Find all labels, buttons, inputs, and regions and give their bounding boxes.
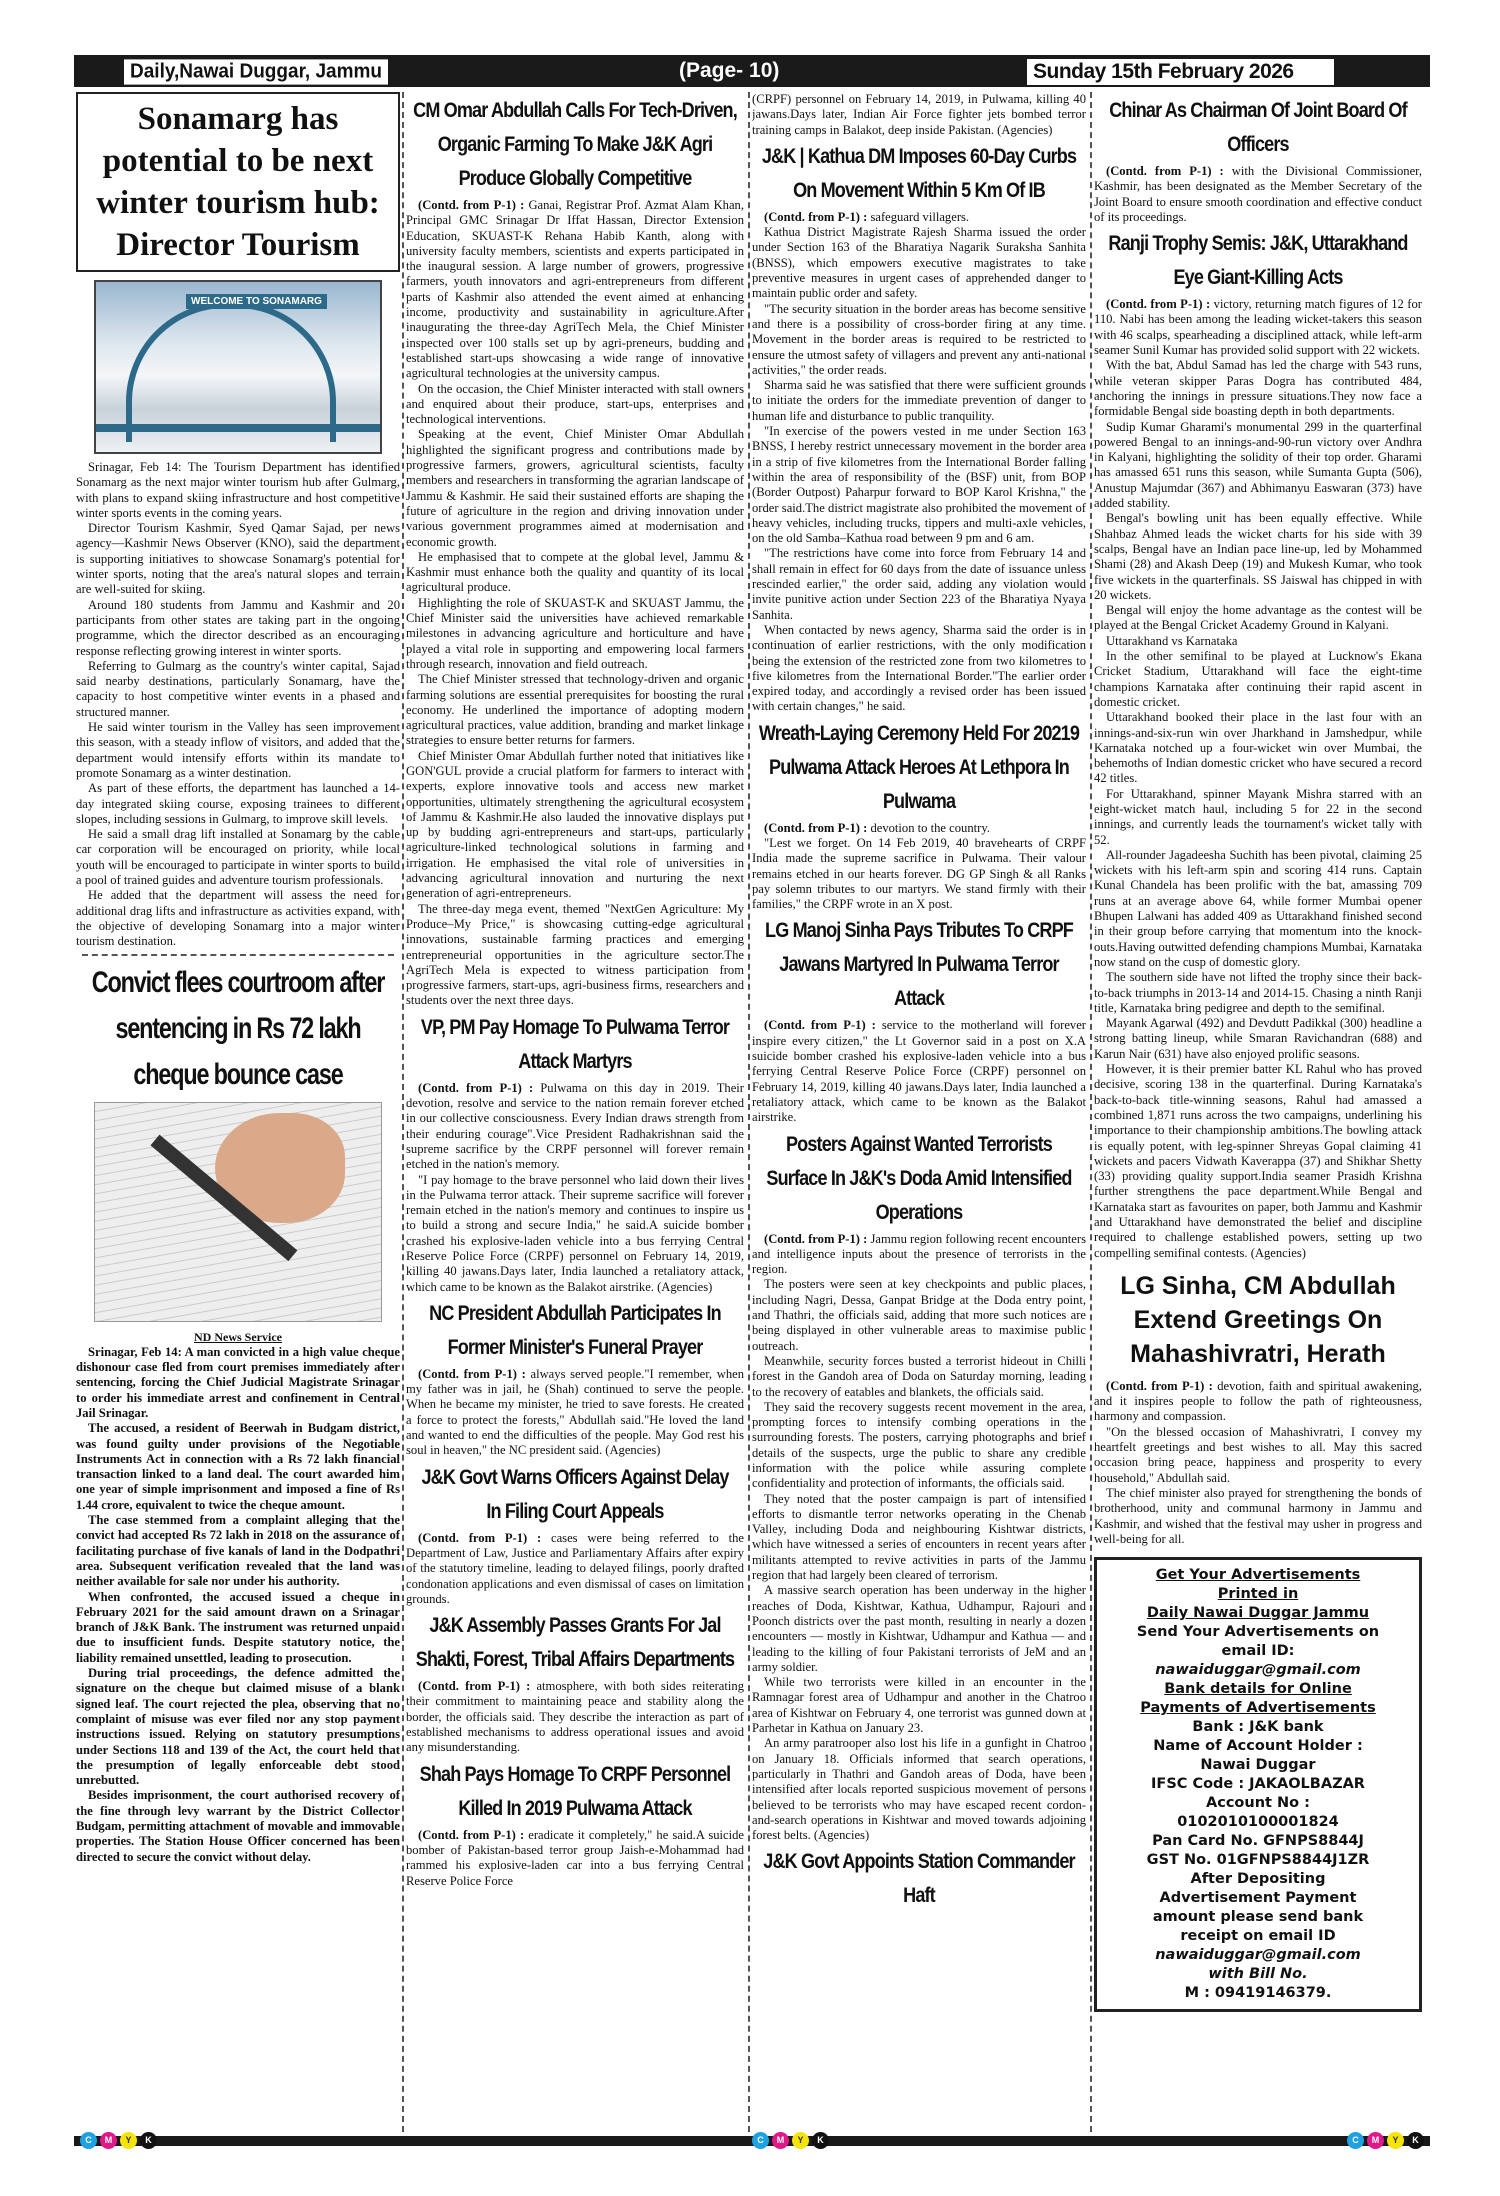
paragraph: He said winter tourism in the Valley has seen improvement this season, with a steady inflow of visitors, and added that the department would intensify efforts within its mandate to promote Sonamarg as a winter destination. <box>76 720 400 780</box>
paragraph: Sudip Kumar Gharami's monumental 299 in the quarterfinal powered Bengal to an innings-and-90-run victory over Andhra in Kalyani, highlighting the solidity of their top order. Gharami has amassed 651 runs this season, while Sumanta Gupta (506), Anustup Majumdar (367) and Abhimanyu Easwaran (373) have added stability. <box>1094 419 1422 511</box>
paragraph: Bengal will enjoy the home advantage as the contest will be played at the Bengal Cricket Academy Ground in Kalyani. <box>1094 603 1422 633</box>
paragraph <box>1094 1379 1422 1425</box>
photo-sign: WELCOME TO SONAMARG <box>186 294 327 309</box>
masthead-bar <box>74 55 1430 87</box>
ad-line: Bank details for Online <box>1164 1681 1352 1698</box>
ad-line: Daily Nawai Duggar Jammu <box>1146 1605 1370 1622</box>
article-body-convict <box>76 1345 400 1865</box>
continued-text: (CRPF) personnel on February 14, 2019, in Pulwama, killing 40 jawans.Days later, Indian Air Force fighter jets bombed terror training camps in Balakot, deep inside Pakistan. (Agencies) <box>752 92 1086 137</box>
contd-label: (Contd. from P-1) : <box>764 1231 871 1246</box>
paragraph: He emphasised that to compete at the global level, Jammu & Kashmir must enhance both the quality and quantity of its local agricultural produce. <box>406 549 744 595</box>
paragraph: Director Tourism Kashmir, Syed Qamar Sajad, per news agency—Kashmir News Observer (KNO), said the department is supporting initiatives to showcase Sonamarg's potential for winter sports, noting that the area's natural slopes and terrain are well-suited for skiing. <box>76 521 400 597</box>
paragraph: As part of these efforts, the department has launched a 14-day integrated skiing course, exposing trainees to different slopes, including sessions in Gulmarg, to improve skill levels. <box>76 781 400 826</box>
cmyk-dot: C <box>752 2132 769 2149</box>
ad-line: M : 09419146379. <box>1184 1985 1332 2002</box>
byline: ND News Service <box>194 1329 282 1344</box>
paragraph: "Lest we forget. On 14 Feb 2019, 40 bravehearts of CRPF India made the supreme sacrifice in Pulwama. Their valour remains etched in our hearts forever. DG GP Singh & all Ranks pay solemn tributes to our martyrs. We stand firmly with their families," the CRPF wrote in an X post. <box>752 835 1086 912</box>
paragraph: Chief Minister Omar Abdullah further noted that initiatives like GON'GUL provide a crucial platform for farmers to interact with experts, explore innovative tools and access new market opportunities, ultimately strengthening the agricultural ecosystem of Jammu & Kashmir.He also lauded the innovative displays put up by budding agri-entrepreneurs and start-ups, particularly agriculture-linked technological solutions in farming and irrigation. He emphasised the vital role of universities in advancing agricultural innovation and nurturing the next generation of agri-entrepreneurs. <box>406 748 744 901</box>
paragraph: The accused, a resident of Beerwah in Budgam district, was found guilty under provisions of the Negotiable Instruments Act in connection with a Rs 72 lakh financial transaction linked to a land deal. The court awarded him one year of simple imprisonment and imposed a fine of Rs 1.44 crore, equivalent to twice the cheque amount. <box>76 1421 400 1512</box>
paragraph: With the bat, Abdul Samad has led the charge with 543 runs, while veteran skipper Paras Dogra has contributed 484, anchoring the innings in pressure situations.They now face a formidable Bengal side boasting depth in both departments. <box>1094 358 1422 419</box>
ad-line: Account No : <box>1206 1795 1310 1812</box>
paragraph-text: devotion, faith and spiritual awakening, and it inspires people to follow the path of righteousness, harmony and compassion. <box>1094 1378 1422 1424</box>
paragraph: Srinagar, Feb 14: A man convicted in a high value cheque dishonour case fled from court premises immediately after sentencing, forcing the Chief Judicial Magistrate Srinagar to order his immediate arrest and confinement in Central Jail Srinagar. <box>76 1344 400 1420</box>
paragraph: The case stemmed from a complaint alleging that the convict had accepted Rs 72 lakh in 2018 on the assurance of facilitating purchase of five kanals of land in the Dodpathri area. Subsequent verification revealed that the land was neither available for sale nor under his authority. <box>76 1513 400 1589</box>
paragraph: When confronted, the accused issued a cheque in February 2021 for the said amount drawn on a Srinagar branch of J&K Bank. The instrument was returned unpaid due to insufficient funds. Despite statutory notice, the liability remained unsettled, leading to prosecution. <box>76 1589 400 1665</box>
paragraph-text: eradicate it completely," he said.A suicide bomber of Pakistan-based terror group Jaish-e-Mohammad had rammed his explosive-laden car into a bus ferrying Central Reserve Police Force <box>406 1827 744 1888</box>
paragraph: Srinagar, Feb 14: The Tourism Department has identified Sonamarg as the next major winter tourism hub after Gulmarg, with plans to expand skiing infrastructure and host competitive winter sports events in the coming years. <box>76 460 400 520</box>
paragraph: He added that the department will assess the need for additional drag lifts and infrastructure as activities expand, with the objective of developing Sonamarg into a major winter tourism destination. <box>76 888 400 949</box>
paragraph: Mayank Agarwal (492) and Devdutt Padikkal (300) headline a strong batting lineup, while Smaran Ravichandran (688) and Karun Nair (631) have also enjoyed prolific seasons. <box>1094 1016 1422 1061</box>
ad-line: Name of Account Holder : <box>1153 1738 1363 1755</box>
column-1 <box>76 92 400 2122</box>
paragraph-text: atmosphere, with both sides reiterating their commitment to maintaining peace and stability along the border, the officials said. They describe the interaction as part of established mechanisms to address operational issues and avoid any misunderstanding. <box>406 1679 744 1755</box>
paragraph <box>752 210 1086 225</box>
ad-line: After Depositing <box>1190 1871 1326 1888</box>
paragraph: Meanwhile, security forces busted a terrorist hideout in Chilli forest in the Gandoh area of Doda on Saturday morning, leading to the recovery of eatables and blankets, the officials said. <box>752 1353 1086 1399</box>
article-headline: VP, PM Pay Homage To Pulwama Terror Attack Martyrs <box>420 1015 730 1073</box>
headline-convict: Convict flees courtroom after sentencing in Rs 72 lakh cheque bounce case <box>91 965 385 1091</box>
contd-label: (Contd. from P-1) : <box>764 209 871 224</box>
paragraph <box>406 1531 744 1607</box>
paragraph: The southern side have not lifted the trophy since their back-to-back triumphs in 2013-14 and 2014-15. Chasing a ninth Ranji title, Karnataka bring pedigree and depth to the semifinal. <box>1094 970 1422 1015</box>
paragraph: "I pay homage to the brave personnel who laid down their lives in the Pulwama terror attack. Their supreme sacrifice will forever remain etched in the nation's memory and continues to inspire us to build a strong and secure India," he said.A suicide bomber crashed his explosive-laden vehicle into a bus ferrying Central Reserve Police Force (CRPF) personnel on February 14, 2019, killing 40 jawans.Days later, India launched a retaliatory attack, which came to be known as the Balakot airstrike. (Agencies) <box>406 1172 744 1294</box>
paragraph: The three-day mega event, themed "NextGen Agriculture: My Produce–My Price," is showcasing cutting-edge agricultural innovations, sustainable farming practices and emerging entrepreneurial opportunities in the agriculture sector.The AgriTech Mela is expected to witness participation from progressive farmers, start-ups, agri-business firms, researchers and students over the next three days. <box>406 901 744 1008</box>
paragraph <box>1094 164 1422 225</box>
paragraph: In the other semifinal to be played at Lucknow's Ekana Cricket Stadium, Uttarakhand will face the eight-time champions Karnataka after continuing their rapid ascent in domestic cricket. <box>1094 649 1422 709</box>
paragraph: "In exercise of the powers vested in me under Section 163 BNSS, I hereby restrict unnecessary movement in the border area in a strip of five kilometres from the International Border falling within the area of responsibility of the (BSF) unit, from BOP (Border Outpost) Paharpur forward to BOP Karol Krishna," the order said.The district magistrate also prohibited the movement of heavy vehicles, including trucks, tippers and multi-axle vehicles, on the old Samba–Kathua road between 9 pm and 6 am. <box>752 424 1086 546</box>
column-2 <box>406 92 744 2122</box>
article-headline: J&K Govt Warns Officers Against Delay In Filing Court Appeals <box>421 1465 729 1523</box>
paragraph: When contacted by news agency, Sharma said the order is in continuation of earlier restrictions, with the only modification being the extension of the restricted zone from two kilometres to five kilometres from the International Border."The earlier order expired today, and accordingly a revised order has been issued with certain changes," he said. <box>752 622 1086 714</box>
paragraph-text: Pulwama on this day in 2019. Their devotion, resolve and service to the nation remain forever etched in our collective consciousness. Every Indian draws strength from their enduring courage".Vice President Radhakrishnan said the supreme sacrifice by the CRPF personnel will forever remain etched in the nation's memory. <box>406 1080 744 1172</box>
paragraph <box>406 1081 744 1173</box>
paragraph: While two terrorists were killed in an encounter in the Ramnagar forest area of Udhampur and another in the Chatroo area of Kishtwar on February 4, one terrorist was gunned down at Parhetar in Kathua on January 23. <box>752 1675 1086 1736</box>
column-3 <box>752 92 1086 2122</box>
contd-label: (Contd. from P-1) : <box>418 1366 531 1381</box>
article-headline: Shah Pays Homage To CRPF Personnel Killed In 2019 Pulwama Attack <box>419 1762 731 1820</box>
cmyk-dot: K <box>812 2132 829 2149</box>
paragraph: Kathua District Magistrate Rajesh Sharma issued the order under Section 163 of the Bharatiya Nagarik Suraksha Sanhita (BNSS), which empowers executive magistrates to take preventive measures in urgent cases of apprehended danger to maintain public order and safety. <box>752 225 1086 301</box>
ad-line: Bank : J&K bank <box>1192 1719 1324 1736</box>
paragraph: During trial proceedings, the defence admitted the signature on the cheque but claimed misuse of a blank signed leaf. The court rejected the plea, observing that no complaint of misuse was ever filed nor any stop payment instructions issued. Relying on statutory presumptions under Sections 118 and 139 of the Act, the court held that the presumption of legally enforceable debt stood unrebutted. <box>76 1666 400 1788</box>
paragraph-text: Ganai, Registrar Prof. Azmat Alam Khan, Principal GMC Srinagar Dr Iffat Hassan, Director Extension Education, SKUAST-K Rehana Habib Kanth, along with university faculty members, scientists and experts participated in the inaugural session. A large number of growers, progressive farmers, youth innovators and agri-entrepreneurs from different parts of Kashmir also attended the event aimed at enhancing income, productivity and sustainability in agriculture.After inaugurating the three-day AgriTech Mela, the Chief Minister inspected over 100 stalls set up by agri-preneurs, budding and established start-ups showcasing a wide range of innovative agricultural technologies at the university campus. <box>406 198 744 381</box>
article-headline: CM Omar Abdullah Calls For Tech-Driven, Organic Farming To Make J&K Agri Produce Globally Competitive <box>413 99 737 190</box>
ad-line: email ID: <box>1221 1643 1295 1660</box>
sonamarg-bridge-photo <box>94 280 382 454</box>
ad-line: Advertisement Payment <box>1159 1890 1357 1907</box>
paragraph <box>406 1828 744 1889</box>
article-headline: LG Manoj Sinha Pays Tributes To CRPF Jawans Martyred In Pulwama Terror Attack <box>765 919 1073 1011</box>
paragraph-text: with the Divisional Commissioner, Kashmir, has been designated as the Member Secretary of the Joint Board to ensure smooth coordination and effective conduct of its proceedings. <box>1094 164 1422 224</box>
paragraph: Around 180 students from Jammu and Kashmir and 20 participants from other states are taking part in the ongoing programme, which the director described as an encouraging response reflecting growing interest in winter sports. <box>76 597 400 658</box>
paragraph <box>752 821 1086 836</box>
page-number: (Page- 10) <box>679 59 780 82</box>
paragraph-text: victory, returning match figures of 12 for 110. Nabi has been among the leading wicket-takers this season with 46 scalps, spearheading a disciplined attack, while left-arm seamer Sunil Kumar has provided solid support with 22 wickets. <box>1094 297 1422 358</box>
ad-line: GST No. 01GFNPS8844J1ZR <box>1146 1852 1370 1869</box>
cmyk-dot: Y <box>120 2132 137 2149</box>
ad-line: Payments of Advertisements <box>1140 1700 1376 1717</box>
cmyk-dot: C <box>1347 2132 1364 2149</box>
paragraph: All-rounder Jagadeesha Suchith has been pivotal, claiming 25 wickets with his left-arm spin and scoring 414 runs. Captain Kunal Chandela has been prolific with the bat, amassing 709 runs at an average above 64, while former Mumbai opener Bhupen Lalwani has added 409 as Uttarakhand finished second in their group before carrying that momentum into the knock-outs.Having outwitted defending champions Mumbai, Karnataka now stand on the cusp of domestic glory. <box>1094 847 1422 969</box>
paragraph: Uttarakhand booked their place in the last four with an innings-and-six-run win over Jharkhand in Jamshedpur, while Karnataka notched up a four-wicket win over Mumbai, the behemoths of Indian domestic cricket who have secured a record 42 titles. <box>1094 710 1422 786</box>
cmyk-dot: K <box>140 2132 157 2149</box>
contd-label: (Contd. from P-1) : <box>764 1018 882 1033</box>
article-headline: J&K Govt Appoints Station Commander Haft <box>763 1850 1075 1908</box>
paragraph: "The security situation in the border areas has become sensitive and there is a possibility of cross-border firing at any time. Movement in the border areas is required to be restricted to ensure the utmost safety of villagers and prevent any anti-national activities," the order reads. <box>752 301 1086 377</box>
paragraph: "On the blessed occasion of Mahashivratri, I convey my heartfelt greetings and best wishes to all. May this sacred occasion bring peace, happiness and prosperity to every household," Abdullah said. <box>1094 1424 1422 1485</box>
paragraph-text: Jammu region following recent encounters and intelligence inputs about the presence of terrorists in the region. <box>752 1231 1086 1277</box>
headline-sonamarg: Sonamarg has potential to be next winter tourism hub: Director Tourism <box>76 92 400 272</box>
article-headline: NC President Abdullah Participates In Former Minister's Funeral Prayer <box>429 1301 721 1359</box>
paragraph: Speaking at the event, Chief Minister Omar Abdullah highlighted the significant progress and contributions made by progressive farmers, growers, agricultural scientists, faculty members and researchers in transforming the agrarian landscape of Jammu & Kashmir. He said their sustained efforts are shaping the future of agriculture in the region and driving innovation under various government programmes aimed at modernisation and economic growth. <box>406 427 744 549</box>
paragraph: Uttarakhand vs Karnataka <box>1106 633 1238 648</box>
paragraph <box>406 1367 744 1459</box>
contd-label: (Contd. from P-1) : <box>418 1080 541 1095</box>
paragraph: Highlighting the role of SKUAST-K and SKUAST Jammu, the Chief Minister said the universities have achieved remarkable milestones in advancing agriculture and horticulture and have played a vital role in supporting and empowering local farmers through research, innovation and field outreach. <box>406 595 744 671</box>
paragraph: "The restrictions have come into force from February 14 and shall remain in effect for 60 days from the date of issuance unless rescinded earlier," the order said, adding any violation would invite punitive action under Section 223 of the Bharatiya Nyaya Sanhita. <box>752 546 1086 622</box>
contd-label: (Contd. from P-1) : <box>764 820 871 835</box>
paragraph-text: devotion to the country. <box>870 820 990 835</box>
cmyk-dot: M <box>100 2132 117 2149</box>
ad-line: IFSC Code : JAKAOLBAZAR <box>1151 1776 1365 1793</box>
ad-line: with Bill No. <box>1208 1966 1308 1983</box>
paragraph: Besides imprisonment, the court authorised recovery of the fine through levy warrant by the District Collector Budgam, permitting attachment of movable and immovable properties. The Station House Officer concerned has been directed to secure the convict without delay. <box>76 1788 400 1864</box>
contd-label: (Contd. from P-1) : <box>1106 297 1214 312</box>
paragraph: Sharma said he was satisfied that there were sufficient grounds to initiate the orders for the immediate prevention of danger to human life and disturbance to public tranquility. <box>752 378 1086 423</box>
paragraph: They said the recovery suggests recent movement in the area, prompting forces to intensify combing operations in the surrounding forests. The posters, carrying photographs and brief details of the suspects, urge the public to share any credible information with the police while assuring complete confidentiality and protection of informants, the officials said. <box>752 1399 1086 1491</box>
paragraph <box>752 1018 1086 1125</box>
advertisement-box <box>1094 1557 1422 2012</box>
paragraph: The posters were seen at key checkpoints and public places, including Nagri, Dessa, Ganpat Bridge at the Doda entry point, and Thathri, the officials said, adding that more such notices are being displayed in other vulnerable areas to maximise public outreach. <box>752 1277 1086 1353</box>
contd-label: (Contd. from P-1) : <box>1106 164 1232 178</box>
ad-line: Printed in <box>1217 1586 1299 1603</box>
cmyk-dot: M <box>772 2132 789 2149</box>
ad-line: receipt on email ID <box>1180 1928 1336 1945</box>
paragraph <box>406 198 744 382</box>
article-headline: LG Sinha, CM Abdullah Extend Greetings On Mahashivratri, Herath <box>1120 1271 1396 1368</box>
paragraph-text: cases were being referred to the Department of Law, Justice and Parliamentary Affairs after expiry of the statutory timeline, leading to delayed filings, poorly drafted condonation applications and even dismissal of cases on limitation grounds. <box>406 1530 744 1606</box>
article-headline: J&K Assembly Passes Grants For Jal Shakti, Forest, Tribal Affairs Departments <box>415 1614 735 1672</box>
cmyk-dot: C <box>80 2132 97 2149</box>
paragraph: For Uttarakhand, spinner Mayank Mishra starred with an eight-wicket match haul, including 5 for 22 in the second innings, and currently leads the tournament's wicket tally with 52. <box>1094 786 1422 847</box>
paragraph-text: service to the motherland will forever inspire every citizen," the Lt Governor said in a post on X.A suicide bomber crashed his explosive-laden vehicle into a bus ferrying Central Reserve Police Force (CRPF) personnel on February 14, 2019, killing 40 jawans.Days later, India launched a retaliatory attack, which came to be known as the Balakot airstrike. <box>752 1018 1086 1125</box>
paragraph-text: always served people."I remember, when my father was in jail, he (Shah) continued to serve the people. When he became my minister, he tried to save forests. He created a force to protect the forests," Abdullah said."He loved the land and wanted to end the difficulties of the people. May God rest his soul in heaven," the NC president said. (Agencies) <box>406 1366 744 1458</box>
contd-label: (Contd. from P-1) : <box>1106 1378 1218 1393</box>
paragraph <box>752 1232 1086 1278</box>
paragraph: He said a small drag lift installed at Sonamarg by the cable car corporation will be encouraged on priority, while local youth will be encouraged to participate in winter sports to build a pool of trained guides and adventure tourism professionals. <box>76 827 400 888</box>
paper-name: Daily,Nawai Duggar, Jammu <box>124 59 388 84</box>
cmyk-marks-center <box>752 2132 829 2149</box>
cmyk-dot: Y <box>1387 2132 1404 2149</box>
cmyk-marks-right <box>1347 2132 1424 2149</box>
contd-label: (Contd. from P-1) : <box>418 1530 551 1545</box>
issue-date: Sunday 15th February 2026 <box>1027 59 1334 85</box>
paragraph: However, it is their premier batter KL Rahul who has proved decisive, scoring 138 in the quarterfinal. During Karnataka's back-to-back title-winning seasons, Rahul had amassed a combined 1,871 runs across the two campaigns, underlining his importance to their championship ambitions.The bowling attack is equally potent, with leg-spinner Shreyas Gopal claiming 41 wickets and pacers Vidwath Kaverappa (37) and Shikhar Shetty (33) providing quality support.India seamer Prasidh Krishna further strengthens the pace department.While Bengal and Karnataka start as favourites on paper, both Jammu and Kashmir and Uttarakhand have demonstrated the belief and discipline required to challenge established powers, setting up two compelling semifinal contests. (Agencies) <box>1094 1062 1422 1260</box>
ad-line: Get Your Advertisements <box>1155 1567 1361 1584</box>
ad-line: 0102010100001824 <box>1177 1814 1339 1831</box>
paragraph <box>406 1679 744 1755</box>
paragraph <box>1094 297 1422 358</box>
column-4 <box>1094 92 1422 2122</box>
paragraph: Bengal's bowling unit has been equally effective. While Shahbaz Ahmed leads the wicket charts for his side with 39 scalps, Bengal have an Indian pace line-up, led by Mohammed Shami (28) and Akash Deep (19) and Mukesh Kumar, who took five wickets in the quarterfinals. SS Jaiswal has chipped in with 20 wickets. <box>1094 511 1422 602</box>
ad-line: Pan Card No. GFNPS8844J <box>1152 1833 1364 1850</box>
contd-label: (Contd. from P-1) : <box>418 198 529 212</box>
cmyk-dot: K <box>1407 2132 1424 2149</box>
article-headline: Ranji Trophy Semis: J&K, Uttarakhand Eye Giant-Killing Acts <box>1108 232 1408 290</box>
paragraph: A massive search operation has been underway in the higher reaches of Doda, Kishtwar, Kathua, Udhampur, Rajouri and Poonch districts over the past month, resulting in nearly a dozen encounters — mostly in Kishtwar, Udhampur and Kathua — and leading to the killing of four Pakistani terrorists of JeM and an army soldier. <box>752 1583 1086 1674</box>
paragraph: An army paratrooper also lost his life in a gunfight in Chatroo on January 18. Officials informed that search operations, particularly in Thathri and Gandoh areas of Doda, have been intensified after locals reported suspicious movement of persons believed to be terrorists who may have escaped recent cordon-and-search operations in Kishtwar and moved towards adjoining forest belts. (Agencies) <box>752 1736 1086 1843</box>
paragraph: The Chief Minister stressed that technology-driven and organic farming solutions are essential prerequisites for boosting the rural economy. He underlined the importance of adopting modern agricultural practices, value addition, branding and market linkage strategies to ensure better returns for farmers. <box>406 672 744 748</box>
ad-line: nawaiduggar@gmail.com <box>1155 1662 1361 1679</box>
article-body-sonamarg <box>76 460 400 950</box>
cheque-signing-photo <box>94 1102 382 1322</box>
ad-line: nawaiduggar@gmail.com <box>1155 1947 1361 1964</box>
article-headline: Posters Against Wanted Terrorists Surface In J&K's Doda Amid Intensified Operations <box>766 1132 1072 1224</box>
article-headline: Wreath-Laying Ceremony Held For 20219 Pulwama Attack Heroes At Lethpora In Pulwama <box>758 721 1080 813</box>
ad-line: Send Your Advertisements on <box>1136 1624 1380 1641</box>
contd-label: (Contd. from P-1) : <box>418 1679 537 1694</box>
paragraph-text: safeguard villagers. <box>870 209 970 224</box>
cmyk-marks-left <box>80 2132 157 2149</box>
contd-label: (Contd. from P-1) : <box>418 1827 529 1842</box>
article-headline: Chinar As Chairman Of Joint Board Of Officers <box>1109 99 1407 156</box>
paragraph: On the occasion, the Chief Minister interacted with stall owners and enquired about their produce, start-ups, enterprises and technological interventions. <box>406 381 744 427</box>
paragraph: Referring to Gulmarg as the country's winter capital, Sajad said nearby destinations, particularly Sonamarg, have the capacity to host competitive winter events in a phased and structured manner. <box>76 658 400 719</box>
article-headline: J&K | Kathua DM Imposes 60-Day Curbs On Movement Within 5 Km Of IB <box>761 144 1077 202</box>
paragraph: The chief minister also prayed for strengthening the bonds of brotherhood, unity and communal harmony in Jammu and Kashmir, and wished that the festival may usher in progress and well-being for all. <box>1094 1485 1422 1546</box>
paragraph: They noted that the poster campaign is part of intensified efforts to dismantle terror networks operating in the Chenab Valley, including Doda and neighbouring Kishtwar districts, which have witnessed a series of encounters in recent years after militants attempted to revive activities in parts of the Jammu region that had largely been cleared of terrorism. <box>752 1491 1086 1583</box>
cmyk-dot: M <box>1367 2132 1384 2149</box>
ad-line: Nawai Duggar <box>1200 1757 1316 1774</box>
cmyk-dot: Y <box>792 2132 809 2149</box>
ad-line: amount please send bank <box>1152 1909 1364 1926</box>
